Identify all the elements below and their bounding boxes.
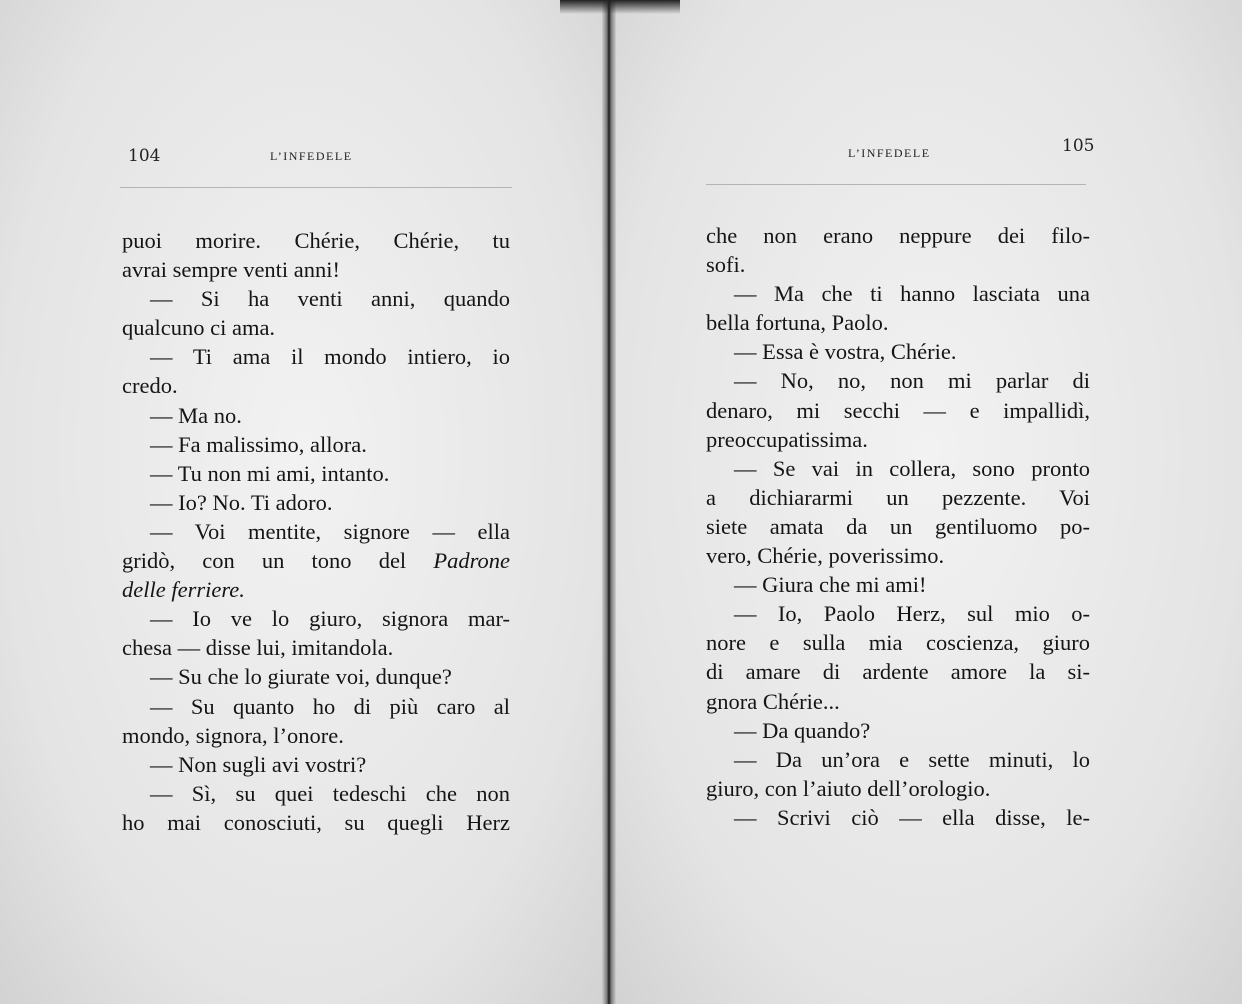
- text-line: — Scrivi ciò — ella disse, le-: [734, 804, 1090, 830]
- text-line: puoi morire. Chérie, Chérie, tu: [122, 228, 510, 253]
- text-line: bella fortuna, Paolo.: [706, 310, 889, 336]
- text-line: — Io? No. Ti adoro.: [150, 489, 333, 515]
- text-line: avrai sempre venti anni!: [122, 257, 341, 283]
- text-line: mondo, signora, l’onore.: [122, 722, 344, 748]
- left-page: [0, 0, 606, 1004]
- text-line: siete amata da un gentiluomo po-: [706, 513, 1090, 539]
- text-line: denaro, mi secchi — e impallidì,: [706, 397, 1090, 423]
- text-line: qualcuno ci ama.: [122, 315, 276, 341]
- text-line: — Da quando?: [734, 717, 871, 743]
- text-line: credo.: [122, 373, 178, 399]
- binding-shadow: [560, 0, 680, 14]
- text-line: — Io, Paolo Herz, sul mio o-: [734, 601, 1090, 627]
- right-page-text: [706, 221, 1090, 832]
- text-line: — Sì, su quei tedeschi che non: [150, 780, 510, 806]
- right-page: [612, 0, 1242, 1004]
- text-line: — Voi mentite, signore — ella: [150, 518, 510, 544]
- text-line: che non erano neppure dei filo-: [706, 223, 1090, 248]
- text-line: — Io ve lo giuro, signora mar-: [150, 606, 510, 632]
- text-line: sofi.: [706, 252, 746, 278]
- text-line: preoccupatissima.: [706, 426, 868, 452]
- text-line: gnora Chérie...: [706, 688, 840, 714]
- left-header-rule: [120, 187, 512, 188]
- text-line: — Da un’ora e sette minuti, lo: [734, 746, 1090, 772]
- text-line: — Giura che mi ami!: [734, 572, 927, 598]
- text-line: — Ma che ti hanno lasciata una: [734, 281, 1090, 307]
- text-line: gridò, con un tono del Padrone: [122, 548, 510, 574]
- text-line: — Ma no.: [150, 402, 242, 428]
- left-running-head: L’INFEDELE: [270, 149, 353, 163]
- text-line: — Su che lo giurate voi, dunque?: [150, 664, 452, 690]
- text-line: — Essa è vostra, Chérie.: [734, 339, 957, 365]
- text-line: — Non sugli avi vostri?: [150, 751, 367, 777]
- text-line: vero, Chérie, poverissimo.: [706, 543, 945, 569]
- text-line: giuro, con l’aiuto dell’orologio.: [706, 775, 991, 801]
- text-line: — Fa malissimo, allora.: [150, 431, 367, 457]
- text-line: ho mai conosciuti, su quegli Herz: [122, 809, 510, 835]
- text-line: — Se vai in collera, sono pronto: [734, 455, 1090, 481]
- text-line: chesa — disse lui, imitandola.: [122, 635, 394, 661]
- text-line: — Si ha venti anni, quando: [150, 286, 510, 312]
- text-line: nore e sulla mia coscienza, giuro: [706, 630, 1090, 656]
- text-line: — Su quanto ho di più caro al: [150, 693, 510, 719]
- book-gutter: [602, 0, 616, 1004]
- left-page-text: [122, 226, 510, 837]
- right-page-number: 105: [1062, 136, 1095, 156]
- text-line: a dichiararmi un pezzente. Voi: [706, 484, 1090, 510]
- text-line: delle ferriere.: [122, 577, 245, 603]
- right-header-rule: [706, 184, 1086, 185]
- text-line: — Ti ama il mondo intiero, io: [150, 344, 510, 370]
- text-line: di amare di ardente amore la si-: [706, 659, 1090, 685]
- text-line: — Tu non mi ami, intanto.: [150, 460, 390, 486]
- left-page-number: 104: [128, 146, 161, 166]
- text-line: — No, no, non mi parlar di: [734, 368, 1090, 394]
- right-running-head: L’INFEDELE: [848, 146, 931, 160]
